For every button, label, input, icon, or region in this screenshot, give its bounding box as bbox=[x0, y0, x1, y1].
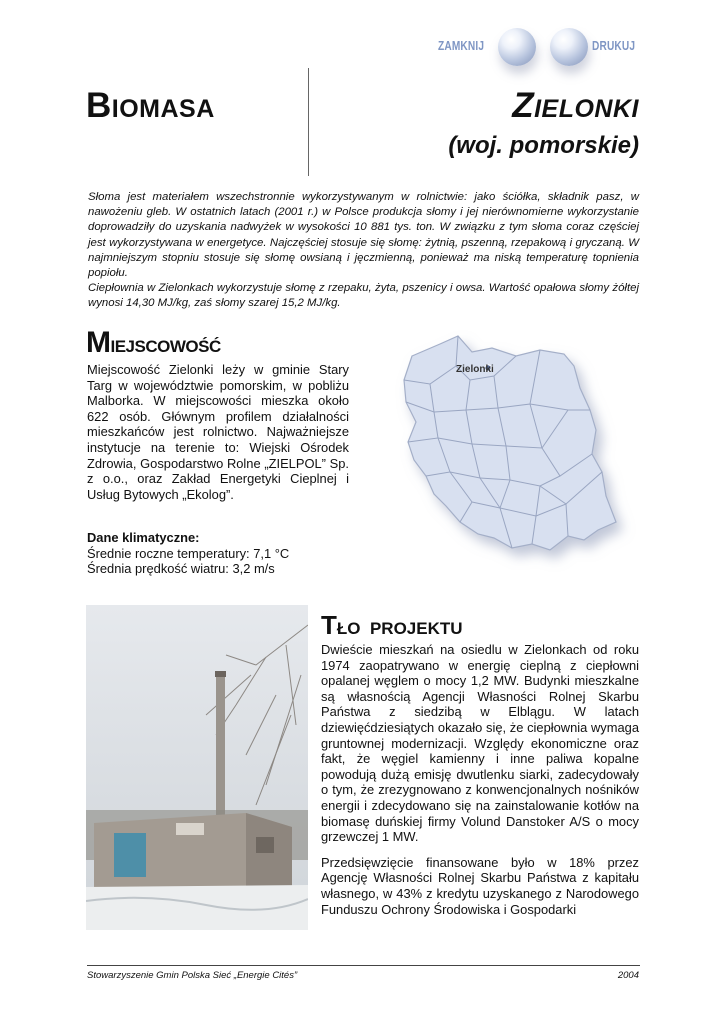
header-divider bbox=[308, 68, 309, 176]
heating-plant-photo bbox=[86, 605, 308, 930]
project-text bbox=[321, 642, 639, 917]
intro-text bbox=[88, 190, 639, 312]
footer-year: 2004 bbox=[617, 970, 639, 981]
page-title: BIOMASA bbox=[86, 86, 215, 125]
poland-outline bbox=[404, 336, 616, 550]
climate-block bbox=[87, 530, 349, 577]
locality-text: Miejscowość Zielonki leży w gminie Stary Targ w województwie pomorskim, w pobliżu Malborka. W miejscowości mieszka około 622 osób. Głównym profilem działalności mieszkańców jest rolnictwo. Najważniejsze instytucje na terenie to: Wiejski Ośrodek Zdrowia, Gospodarstwo Rolne „ZIELPOL” Sp. z o.o., oraz Zakład Energetyki Cieplnej i Usług Bytowych „Ekolog”. bbox=[87, 362, 349, 502]
climate-temperature: Średnie roczne temperatury: 7,1 °C bbox=[87, 545, 290, 561]
region-subtitle: (woj. pomorskie) bbox=[448, 132, 639, 159]
print-button[interactable]: DRUKUJ bbox=[592, 38, 636, 53]
intro-paragraph-2: Ciepłownia w Zielonkach wykorzystuje słomę z rzepaku, żyta, pszenicy i owsa. Wartość opałowa słomy żółtej wynosi 14,30 MJ/kg, zaś słomy szarej 15,2 MJ/kg. bbox=[88, 282, 639, 310]
place-title: ZIELONKI bbox=[512, 86, 639, 125]
poland-map bbox=[360, 326, 660, 588]
top-nav bbox=[430, 26, 650, 72]
close-orb-icon[interactable] bbox=[498, 28, 536, 66]
map-label: Zielonki bbox=[456, 364, 494, 375]
footer-org: Stowarzyszenie Gmin Polska Sieć „Energie Cités” bbox=[87, 970, 298, 981]
intro-paragraph-1: Słoma jest materiałem wszechstronnie wykorzystywanym w rolnictwie: jako ściółka, składnik pasz, w nawożeniu gleb. W ostatnich latach (2001 r.) w Polsce produkcja słomy i jej nierównomierne wykorzystanie doprowadziły do uzyskania nadwyżek w wysokości 10 881 tys. ton. W związku z tym słoma coraz częściej jest wykorzystywana w energetyce. Najczęściej stosuje się słomę: żytnią, pszenną, rzepakową i gryczaną. W najmniejszym stopniu stosuje się słomę owsianą i jęczmienną, ponieważ ma niską temperaturę topnienia popiołu. bbox=[88, 191, 639, 280]
climate-heading: Dane klimatyczne: bbox=[87, 530, 200, 545]
close-button[interactable]: ZAMKNIJ bbox=[438, 38, 485, 53]
project-paragraph-1: Dwieście mieszkań na osiedlu w Zielonkach od roku 1974 zaopatrywano w energię cieplną z ciepłowni opalanej węglem o mocy 1,2 MW. Budynki mieszkalne są własnością Agencji Własności Rolnej Skarbu Państwa z siedzibą w Elblągu. W latach dziewięćdziesiątych okazało się, że ciepłownia wymaga gruntownej modernizacji. Względy ekonomiczne oraz fakt, że węgiel kamienny i inne paliwa kopalne powodują dużą emisję dwutlenku siarki, zadecydowały o tym, że zrezygnowano z konwencjonalnych nośników energii i zdecydowano się na zainstalowanie kotłów na biomasę duńskiej firmy Volund Danstoker A/S o mocy grzewczej 1 MW. bbox=[321, 642, 639, 845]
climate-wind: Średnia prędkość wiatru: 3,2 m/s bbox=[87, 561, 275, 577]
project-heading: TŁO PROJEKTU bbox=[321, 610, 463, 640]
locality-heading: MIEJSCOWOŚĆ bbox=[86, 326, 221, 359]
footer-divider bbox=[87, 965, 640, 966]
print-orb-icon[interactable] bbox=[550, 28, 588, 66]
project-paragraph-2: Przedsięwzięcie finansowane było w 18% przez Agencję Własności Rolnej Skarbu Państwa z kapitału własnego, w 43% z kredytu uzyskanego z Narodowego Funduszu Ochrony Środowiska i Gospodarki bbox=[321, 854, 639, 917]
